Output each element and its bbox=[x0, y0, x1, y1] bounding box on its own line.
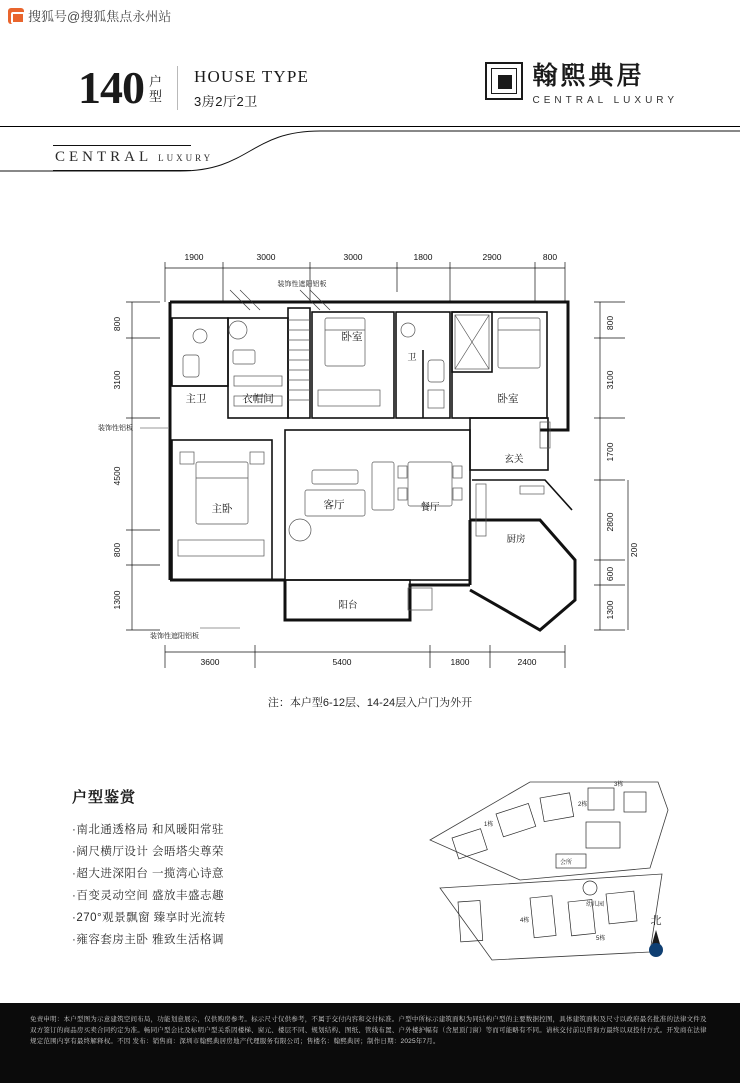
dimension-left bbox=[126, 302, 160, 630]
svg-text:3100: 3100 bbox=[112, 370, 122, 390]
svg-text:5400: 5400 bbox=[332, 657, 352, 667]
site-block-2: 2栋 bbox=[578, 802, 588, 808]
house-type-number: 140 bbox=[78, 62, 144, 113]
site-mark-clubhouse: 会所 bbox=[560, 860, 573, 866]
svg-text:2900: 2900 bbox=[482, 252, 502, 262]
panel-label-top: 装饰性遮阳铝板 bbox=[277, 281, 327, 288]
svg-text:2800: 2800 bbox=[605, 512, 615, 532]
footer-disclaimer bbox=[0, 1003, 740, 1083]
brand-name-cn: 翰熙典居 bbox=[532, 63, 645, 90]
room-label-bath1: 主卫 bbox=[185, 393, 207, 405]
site-block-5: 5栋 bbox=[596, 936, 606, 942]
list-item: ·南北通透格局 和风暖阳常驻 bbox=[72, 824, 225, 836]
room-label-master: 主卧 bbox=[211, 503, 233, 515]
svg-text:3100: 3100 bbox=[605, 370, 615, 390]
compass bbox=[640, 912, 672, 958]
header-divider bbox=[177, 66, 178, 110]
list-item: ·雍容套房主卧 雅致生活格调 bbox=[72, 934, 225, 946]
site-block-4: 4栋 bbox=[520, 918, 530, 924]
compass-needle-icon bbox=[648, 930, 664, 958]
floor-plan bbox=[0, 190, 740, 690]
features-list bbox=[72, 819, 372, 951]
house-type-cn: 户 型 bbox=[149, 74, 164, 104]
watermark bbox=[8, 6, 171, 25]
furniture bbox=[178, 315, 550, 610]
site-block-3: 3栋 bbox=[614, 782, 624, 788]
room-label-dining: 餐厅 bbox=[420, 502, 440, 513]
svg-text:1900: 1900 bbox=[184, 252, 204, 262]
room-label-kitchen: 厨房 bbox=[506, 534, 526, 545]
plan-note: 注：本户型6-12层、14-24层入户门为外开 bbox=[267, 697, 473, 709]
list-item: ·270°观景飘窗 臻享时光流转 bbox=[72, 912, 226, 924]
svg-text:3000: 3000 bbox=[256, 252, 276, 262]
room-label-bedroom2: 卧室 bbox=[497, 393, 519, 405]
compass-label: 北 bbox=[650, 915, 662, 927]
svg-text:2400: 2400 bbox=[517, 657, 537, 667]
svg-text:1300: 1300 bbox=[605, 600, 615, 620]
svg-text:1800: 1800 bbox=[413, 252, 433, 262]
disclaimer-text: 免责申明：本户型图为示意建筑空间布局，功能划意展示，仅供购房参考。标示尺寸仅供参考，不属于交付内容和交付标准。户型中所标示建筑面积为同结构户型的主要数据控图，具体建筑面积及尺寸以政府最名批准的法律文件及双方签订的商品房买卖合同约定为准。畅同户型会比及标明户型关系因楼梯、窗元、楼层不同、规划结构、图纸、管线布置、户外楼护幅有（含屋顶门窗）等而可能略有不同。请核交付前以咨询方最终以双投付方式。开发商在法律规定范围内享有最终解释权。不因 发布：销售商：深圳市翰熙典居房地产代理服务有限公司；售楼名：翰熙典居；制作日期：2025年7月。 bbox=[30, 1016, 707, 1045]
house-type-rooms: 3房2厅2卫 bbox=[194, 93, 258, 109]
svg-text:3600: 3600 bbox=[200, 657, 220, 667]
site-mark-kindergarten: 幼儿园 bbox=[586, 902, 605, 908]
features-section bbox=[72, 786, 372, 951]
svg-text:1300: 1300 bbox=[112, 590, 122, 610]
sub-brand-logo: CENTRAL LUXURY bbox=[55, 149, 214, 165]
svg-text:200: 200 bbox=[629, 542, 639, 558]
svg-text:800: 800 bbox=[542, 252, 558, 262]
brand-name-en: CENTRAL LUXURY bbox=[532, 95, 678, 106]
svg-text:4500: 4500 bbox=[112, 466, 122, 486]
svg-text:800: 800 bbox=[112, 316, 122, 332]
room-label-entry: 玄关 bbox=[504, 454, 524, 465]
site-block-1: 1栋 bbox=[484, 822, 494, 828]
svg-text:800: 800 bbox=[605, 315, 615, 331]
svg-text:800: 800 bbox=[112, 542, 122, 558]
brand-logo bbox=[485, 56, 678, 106]
dimension-labels bbox=[185, 252, 558, 667]
room-label-bedroom1: 卧室 bbox=[341, 331, 363, 343]
brand-mark-icon bbox=[485, 62, 523, 100]
svg-text:3000: 3000 bbox=[343, 252, 363, 262]
room-label-balcony: 阳台 bbox=[338, 600, 358, 611]
panel-label-left: 装饰性铝板 bbox=[98, 425, 133, 432]
room-label-living: 客厅 bbox=[323, 499, 345, 511]
dimension-top bbox=[165, 262, 565, 302]
list-item: ·百变灵动空间 盛放丰盛志趣 bbox=[72, 890, 225, 902]
dimension-labels-side bbox=[112, 316, 639, 620]
panel-label-bottom: 装饰性遮阳铝板 bbox=[150, 633, 199, 640]
room-label-cloakroom: 衣帽间 bbox=[242, 393, 274, 405]
dimension-bottom bbox=[165, 645, 565, 668]
list-item: ·超大进深阳台 一揽湾心诗意 bbox=[72, 868, 225, 880]
svg-text:1800: 1800 bbox=[450, 657, 470, 667]
svg-text:1700: 1700 bbox=[605, 442, 615, 462]
watermark-text: 搜狐号@搜狐焦点永州站 bbox=[28, 9, 172, 24]
room-label-bath2: 卫 bbox=[407, 352, 417, 362]
svg-text:600: 600 bbox=[605, 566, 615, 582]
sohu-logo-icon bbox=[8, 8, 24, 24]
list-item: ·阔尺横厅设计 会晤塔尖尊荣 bbox=[72, 846, 225, 858]
features-title: 户型鉴赏 bbox=[72, 789, 137, 806]
house-type-en: HOUSE TYPE bbox=[194, 66, 310, 86]
